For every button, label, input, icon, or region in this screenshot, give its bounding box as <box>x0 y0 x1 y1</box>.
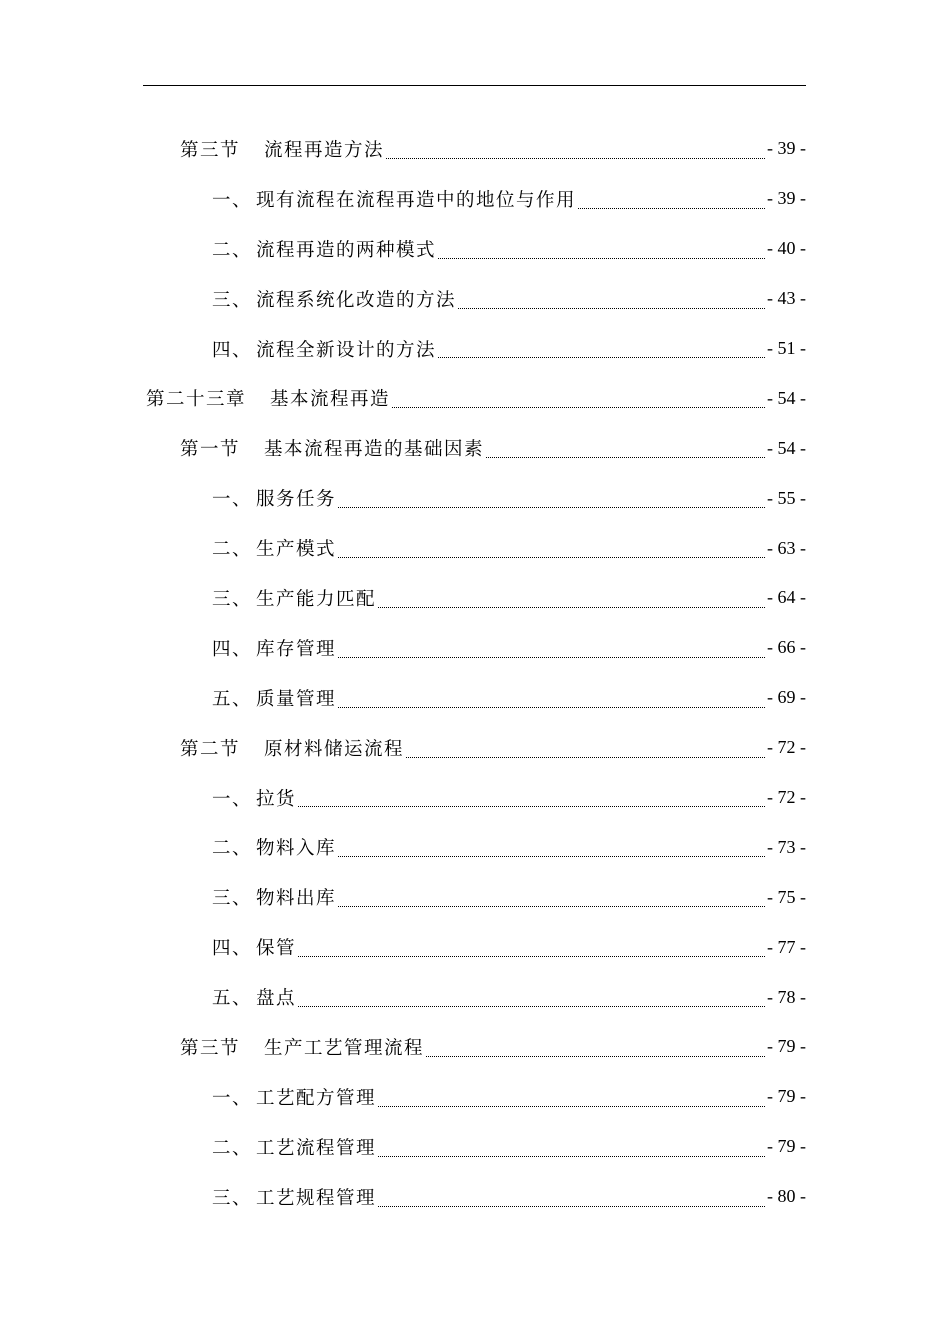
toc-dot-leader <box>458 308 765 309</box>
toc-entry-label: 原材料储运流程 <box>264 738 405 760</box>
toc-entry-page-number: - 54 - <box>767 387 806 408</box>
toc-entry-prefix: 五、 <box>212 988 253 1010</box>
toc-entry-title <box>212 1084 376 1110</box>
toc-entry-page-number: - 79 - <box>767 1136 806 1157</box>
toc-entry-prefix: 二、 <box>212 1137 253 1159</box>
toc-dot-leader <box>298 806 765 807</box>
toc-entry-page-number: - 66 - <box>767 637 806 658</box>
header-rule <box>143 85 806 86</box>
toc-entry-page-number: - 51 - <box>767 338 806 358</box>
toc-entry-title <box>212 984 296 1010</box>
toc-entry[interactable] <box>0 274 950 324</box>
toc-dot-leader <box>338 657 765 658</box>
toc-dot-leader <box>392 407 765 408</box>
toc-entry-label: 基本流程再造 <box>270 389 391 411</box>
toc-entry[interactable] <box>0 673 950 723</box>
toc-entry-page-number: - 79 - <box>767 1086 806 1107</box>
toc-entry-label: 流程系统化改造的方法 <box>256 289 457 311</box>
toc-entry-page-number: - 43 - <box>767 288 806 309</box>
toc-dot-leader <box>578 208 765 209</box>
toc-entry-title <box>180 435 484 461</box>
toc-entry-page-number: - 54 - <box>767 437 806 458</box>
toc-dot-leader <box>406 757 765 758</box>
toc-entry-title <box>212 236 436 262</box>
toc-entry-prefix: 二、 <box>212 539 253 561</box>
toc-dot-leader <box>338 557 765 558</box>
toc-entry[interactable] <box>0 723 950 773</box>
toc-entry-prefix: 第二十三章 <box>146 389 247 411</box>
toc-entry-prefix: 一、 <box>212 189 253 211</box>
toc-entry-title <box>212 934 296 960</box>
toc-entry-title <box>212 685 336 711</box>
toc-entry-title <box>212 485 336 511</box>
toc-entry-label: 流程再造的两种模式 <box>256 239 437 261</box>
toc-entry-title <box>180 136 384 162</box>
toc-entry[interactable] <box>0 822 950 872</box>
toc-dot-leader <box>378 1206 765 1207</box>
toc-entry[interactable] <box>0 174 950 224</box>
toc-entry-title <box>146 385 390 411</box>
toc-entry-page-number: - 80 - <box>767 1186 806 1207</box>
toc-entry-label: 流程再造方法 <box>264 139 385 161</box>
toc-entry-label: 保管 <box>256 938 297 960</box>
toc-entry-prefix: 一、 <box>212 788 253 810</box>
toc-entry[interactable] <box>0 523 950 573</box>
table-of-contents <box>0 124 950 1222</box>
toc-entry-prefix: 第三节 <box>180 1037 241 1059</box>
toc-entry[interactable] <box>0 773 950 823</box>
toc-entry-prefix: 第二节 <box>180 738 241 760</box>
toc-entry-prefix: 一、 <box>212 489 253 511</box>
toc-entry-prefix: 第一节 <box>180 439 241 461</box>
toc-entry-prefix: 四、 <box>212 938 253 960</box>
toc-entry-prefix: 第三节 <box>180 139 241 161</box>
toc-entry-page-number: - 77 - <box>767 936 806 957</box>
toc-entry[interactable] <box>0 224 950 274</box>
toc-entry-page-number: - 64 - <box>767 587 806 608</box>
toc-entry-title <box>212 186 576 212</box>
toc-dot-leader <box>378 607 765 608</box>
toc-entry-page-number: - 40 - <box>767 238 806 259</box>
toc-entry-label: 物料出库 <box>256 888 337 910</box>
toc-entry-label: 服务任务 <box>256 489 337 511</box>
toc-entry-label: 生产能力匹配 <box>256 588 377 610</box>
toc-dot-leader <box>298 1006 765 1007</box>
toc-entry[interactable] <box>0 423 950 473</box>
toc-entry-label: 流程全新设计的方法 <box>256 339 437 361</box>
toc-dot-leader <box>378 1156 765 1157</box>
toc-dot-leader <box>386 158 765 159</box>
toc-entry[interactable] <box>0 623 950 673</box>
toc-entry[interactable] <box>0 1172 950 1222</box>
toc-entry-title <box>212 585 376 611</box>
toc-entry-page-number: - 55 - <box>767 487 806 508</box>
toc-entry-title <box>212 834 336 860</box>
toc-entry-title <box>212 1134 376 1160</box>
toc-entry-prefix: 三、 <box>212 289 253 311</box>
toc-dot-leader <box>438 258 765 259</box>
toc-entry-page-number: - 63 - <box>767 537 806 558</box>
toc-entry-page-number: - 72 - <box>767 787 806 808</box>
toc-entry-label: 生产模式 <box>256 539 337 561</box>
toc-entry-title <box>212 286 456 312</box>
toc-entry-label: 盘点 <box>256 988 297 1010</box>
toc-entry[interactable] <box>0 324 950 374</box>
toc-entry[interactable] <box>0 373 950 423</box>
toc-entry-title <box>212 635 336 661</box>
toc-entry[interactable] <box>0 1122 950 1172</box>
toc-entry-label: 质量管理 <box>256 688 337 710</box>
toc-entry-prefix: 四、 <box>212 638 253 660</box>
toc-entry[interactable] <box>0 473 950 523</box>
toc-entry-page-number: - 73 - <box>767 836 806 857</box>
toc-entry-prefix: 二、 <box>212 838 253 860</box>
toc-dot-leader <box>486 457 765 458</box>
toc-dot-leader <box>338 856 765 857</box>
toc-entry-page-number: - 39 - <box>767 188 806 209</box>
toc-entry[interactable] <box>0 922 950 972</box>
toc-entry-prefix: 二、 <box>212 239 253 261</box>
toc-entry[interactable] <box>0 872 950 922</box>
toc-dot-leader <box>338 507 765 508</box>
toc-entry-page-number: - 72 - <box>767 737 806 758</box>
toc-entry-prefix: 五、 <box>212 688 253 710</box>
toc-entry-page-number: - 75 - <box>767 886 806 907</box>
toc-entry-label: 工艺配方管理 <box>256 1087 377 1109</box>
toc-entry-title <box>212 884 336 910</box>
toc-entry[interactable] <box>0 124 950 174</box>
toc-entry-page-number: - 69 - <box>767 687 806 708</box>
toc-entry-label: 现有流程在流程再造中的地位与作用 <box>256 189 577 211</box>
toc-entry-title <box>212 336 436 362</box>
toc-entry-page-number: - 39 - <box>767 138 806 159</box>
toc-entry-title <box>212 785 296 811</box>
toc-entry-prefix: 三、 <box>212 588 253 610</box>
toc-entry[interactable] <box>0 972 950 1022</box>
toc-entry-prefix: 三、 <box>212 1187 253 1209</box>
toc-entry-prefix: 四、 <box>212 339 253 361</box>
toc-entry-label: 物料入库 <box>256 838 337 860</box>
toc-entry[interactable] <box>0 573 950 623</box>
toc-entry-title <box>212 535 336 561</box>
toc-dot-leader <box>298 956 765 957</box>
toc-entry-label: 库存管理 <box>256 638 337 660</box>
toc-dot-leader <box>426 1056 765 1057</box>
toc-entry-label: 工艺规程管理 <box>256 1187 377 1209</box>
toc-entry-label: 工艺流程管理 <box>256 1137 377 1159</box>
toc-entry-label: 拉货 <box>256 788 297 810</box>
toc-entry-page-number: - 79 - <box>767 1036 806 1057</box>
toc-entry[interactable] <box>0 1022 950 1072</box>
toc-dot-leader <box>438 357 765 358</box>
toc-entry-prefix: 三、 <box>212 888 253 910</box>
toc-entry-label: 生产工艺管理流程 <box>264 1037 425 1059</box>
toc-entry-title <box>180 735 404 761</box>
toc-entry-label: 基本流程再造的基础因素 <box>264 439 485 461</box>
toc-entry-title <box>180 1034 424 1060</box>
toc-entry-prefix: 一、 <box>212 1087 253 1109</box>
toc-dot-leader <box>338 906 765 907</box>
toc-dot-leader <box>338 707 765 708</box>
toc-entry-page-number: - 78 - <box>767 986 806 1007</box>
toc-dot-leader <box>378 1106 765 1107</box>
toc-entry[interactable] <box>0 1072 950 1122</box>
toc-entry-title <box>212 1184 376 1210</box>
